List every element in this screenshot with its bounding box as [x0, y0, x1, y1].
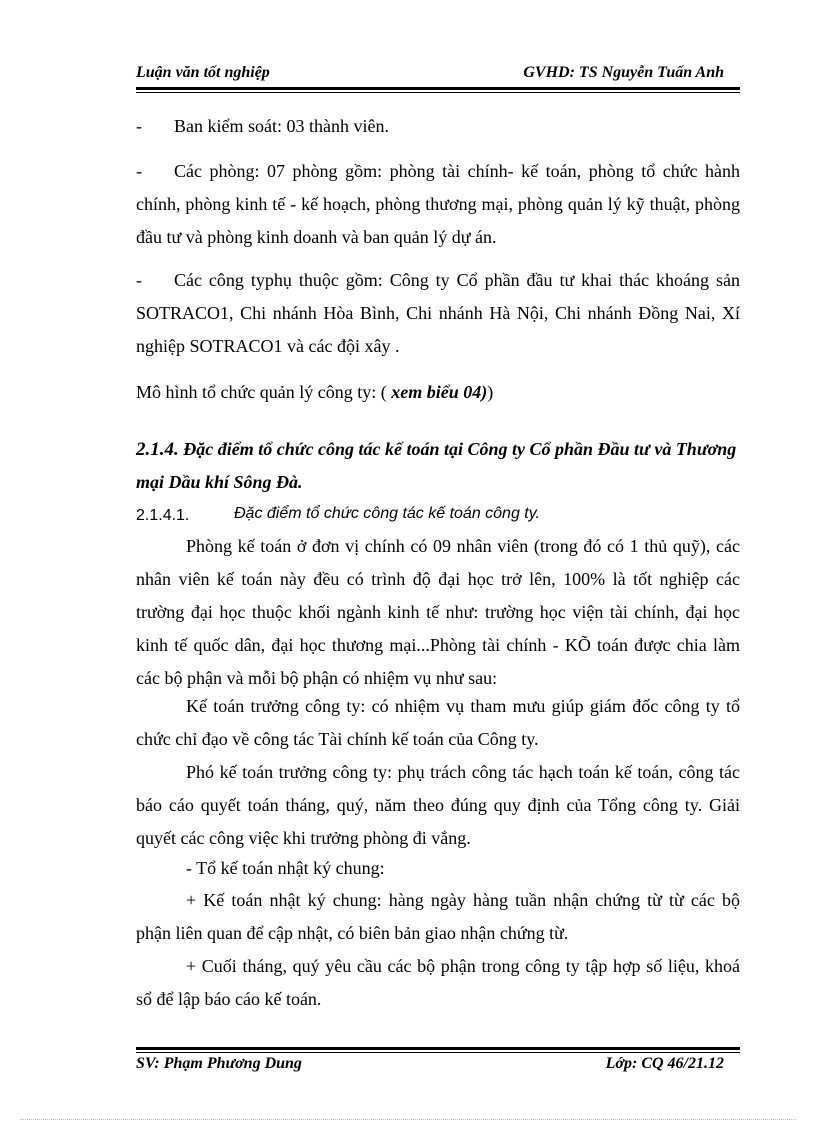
bullet-dash: -: [136, 270, 142, 290]
header-supervisor: GVHD: TS Nguyễn Tuấn Anh: [523, 64, 724, 81]
bullet-dash: -: [136, 161, 142, 181]
paragraph-chief-accountant: Kế toán trưởng công ty: có nhiệm vụ tham mưu giúp giám đốc công ty tổ chức chỉ đạo về công tác Tài chính kế toán của Công ty.: [136, 696, 740, 749]
footer-rule-thick: [136, 1047, 740, 1050]
paragraph-general-journal-team: - Tổ kế toán nhật ký chung:: [186, 858, 385, 878]
paragraph-accounting-staff: Phòng kế toán ở đơn vị chính có 09 nhân viên (trong đó có 1 thủ quỹ), các nhân viên kế toán này đều có trình độ đại học trở lên, 100% là tốt nghiệp các trường đại học thuộc khối ngành kinh tế như: trường học viện tài chính, đại học kinh tế quốc dân, đại học thương mại...Phòng tài chính - KÕ toán được chia làm các bộ phận và mỗi bộ phận có nhiệm vụ như sau:: [136, 536, 740, 688]
section-title: Đặc điểm tổ chức công tác kế toán tại Công ty Cổ phần Đầu tư và Thương mại Dầu khí Sông Đà.: [136, 439, 737, 492]
paragraph-general-journal-accountant: + Kế toán nhật ký chung: hàng ngày hàng tuần nhận chứng từ từ các bộ phận liên quan để cập nhật, có biên bản giao nhận chứng từ.: [136, 890, 740, 943]
paragraph-text: Các công typhụ thuộc gồm: Công ty Cổ phần đầu tư khai thác khoáng sản SOTRACO1, Chi nhánh Hòa Bình, Chi nhánh Hà Nội, Chi nhánh Đồng Nai, Xí nghiệp SOTRACO1 và các đội xây .: [136, 270, 740, 356]
paragraph-text: Các phòng: 07 phòng gồm: phòng tài chính- kế toán, phòng tổ chức hành chính, phòng kinh tế - kế hoạch, phòng thương mại, phòng quản lý kỹ thuật, phòng đầu tư và phòng kinh doanh và ban quản lý dự án.: [136, 161, 740, 247]
header-rule-thick: [136, 87, 740, 90]
subsection-title: Đặc điểm tổ chức công tác kế toán công ty.: [234, 505, 540, 522]
header-thesis-title: Luận văn tốt nghiệp: [136, 64, 270, 81]
section-number: 2.1.4.: [136, 439, 179, 460]
paragraph-supervisory-board: [136, 110, 740, 143]
page-footer: [136, 1055, 740, 1077]
paragraph-org-model: [136, 376, 740, 409]
paragraph-subsidiaries: [136, 264, 740, 363]
page-header: [136, 64, 740, 86]
subsection-number: 2.1.4.1.: [136, 507, 190, 524]
paragraph-period-end: + Cuối tháng, quý yêu cầu các bộ phận trong công ty tập hợp số liệu, khoá sổ để lập báo cáo kế toán.: [136, 956, 740, 1009]
paragraph-text: Mô hình tổ chức quản lý công ty: (: [136, 382, 387, 402]
paragraph-text: ): [487, 382, 494, 402]
figure-reference: xem biểu 04): [386, 382, 488, 402]
footer-student: SV: Phạm Phương Dung: [136, 1055, 302, 1072]
paragraph-deputy-chief-accountant: Phó kế toán trưởng công ty: phụ trách công tác hạch toán kế toán, công tác báo cáo quyết toán tháng, quý, năm theo đúng quy định của Tổng công ty. Giải quyết các công việc khi trưởng phòng đi vắng.: [136, 762, 740, 848]
paragraph-text: Ban kiểm soát: 03 thành viên.: [174, 116, 389, 136]
header-rule-thin: [136, 92, 740, 93]
footer-rule-thin: [136, 1052, 740, 1053]
paragraph-departments: [136, 155, 740, 254]
section-heading-2-1-4: [136, 433, 740, 499]
footer-class: Lớp: CQ 46/21.12: [605, 1055, 724, 1072]
bullet-dash: -: [136, 116, 142, 136]
page-edge-divider: [20, 1119, 796, 1120]
